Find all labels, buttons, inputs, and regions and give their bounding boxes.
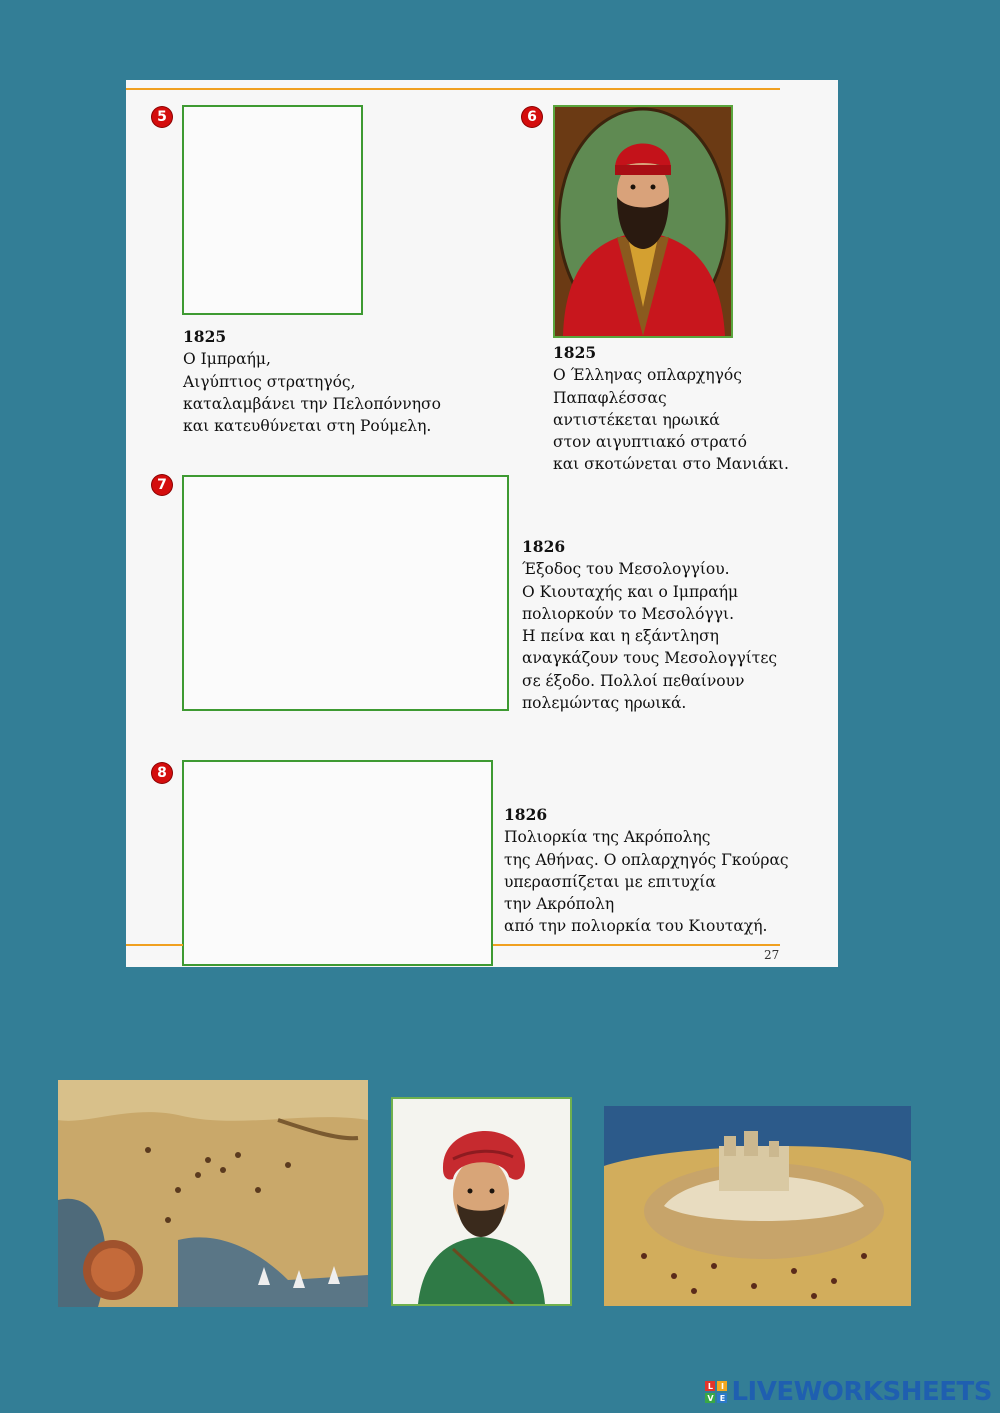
- caption-8-line: από την πολιορκία του Κιουταχή.: [504, 917, 768, 936]
- caption-6-line: στον αιγυπτιακό στρατό: [553, 433, 747, 452]
- acropolis-siege-painting[interactable]: [604, 1106, 911, 1306]
- drop-zone-5[interactable]: [182, 105, 363, 315]
- caption-6-line: Παπαφλέσσας: [553, 388, 667, 407]
- caption-5: [183, 326, 441, 437]
- caption-8-line: την Ακρόπολη: [504, 895, 615, 914]
- logo-letter: E: [717, 1393, 727, 1403]
- caption-7: [522, 536, 777, 714]
- papaflessas-portrait: [553, 105, 733, 338]
- caption-7-line: αναγκάζουν τους Μεσολογγίτες: [522, 649, 778, 668]
- caption-5-line: και κατευθύνεται στη Ρούμελη.: [183, 417, 432, 436]
- caption-7-line: Η πείνα και η εξάντληση: [522, 627, 719, 646]
- papaflessas-portrait-image: [555, 107, 731, 336]
- logo-text: LIVEWORKSHEETS: [731, 1377, 992, 1407]
- acropolis-painting-image: [604, 1106, 911, 1306]
- drop-zone-7[interactable]: [182, 475, 509, 711]
- siege-of-messolonghi-painting[interactable]: [58, 1080, 368, 1307]
- caption-8-line: της Αθήνας. Ο οπλαρχηγός Γκούρας: [504, 850, 789, 869]
- logo-letter: L: [705, 1381, 715, 1391]
- caption-7-year: 1826: [522, 537, 566, 556]
- logo-mark: [705, 1381, 727, 1403]
- bottom-rule-right: [493, 944, 780, 946]
- caption-5-line: Ο Ιμπραήμ,: [183, 350, 271, 369]
- drop-zone-8[interactable]: [182, 760, 493, 966]
- caption-6-line: αντιστέκεται ηρωικά: [553, 410, 720, 429]
- badge-8: 8: [152, 763, 172, 783]
- page-number: 27: [764, 948, 780, 962]
- logo-letter: V: [707, 1393, 714, 1403]
- caption-7-line: Έξοδος του Μεσολογγίου.: [522, 560, 730, 579]
- worksheet-page: [126, 80, 838, 967]
- badge-5: 5: [152, 107, 172, 127]
- caption-5-line: καταλαμβάνει την Πελοπόννησο: [183, 394, 441, 413]
- caption-8-line: υπερασπίζεται με επιτυχία: [504, 872, 716, 891]
- liveworksheets-logo: [705, 1379, 992, 1405]
- caption-6-year: 1825: [553, 343, 597, 362]
- gouras-portrait-image: [393, 1099, 570, 1304]
- caption-6-line: Ο Έλληνας οπλαρχηγός: [553, 366, 742, 385]
- caption-6-line: και σκοτώνεται στο Μανιάκι.: [553, 455, 789, 474]
- gouras-portrait[interactable]: [391, 1097, 572, 1306]
- messolonghi-painting-image: [58, 1080, 368, 1307]
- caption-7-line: πολιορκούν το Μεσολόγγι.: [522, 604, 734, 623]
- caption-8-line: Πολιορκία της Ακρόπολης: [504, 828, 711, 847]
- caption-6: [553, 342, 789, 476]
- caption-8: [504, 804, 789, 938]
- caption-7-line: σε έξοδο. Πολλοί πεθαίνουν: [522, 671, 745, 690]
- badge-6: 6: [522, 107, 542, 127]
- caption-5-year: 1825: [183, 327, 227, 346]
- caption-7-line: πολεμώντας ηρωικά.: [522, 694, 687, 713]
- caption-8-year: 1826: [504, 805, 548, 824]
- caption-5-line: Αιγύπτιος στρατηγός,: [183, 372, 356, 391]
- logo-letter: I: [717, 1381, 727, 1391]
- top-rule: [126, 88, 780, 90]
- badge-7: 7: [152, 475, 172, 495]
- bottom-rule-left: [126, 944, 183, 946]
- caption-7-line: Ο Κιουταχής και ο Ιμπραήμ: [522, 582, 739, 601]
